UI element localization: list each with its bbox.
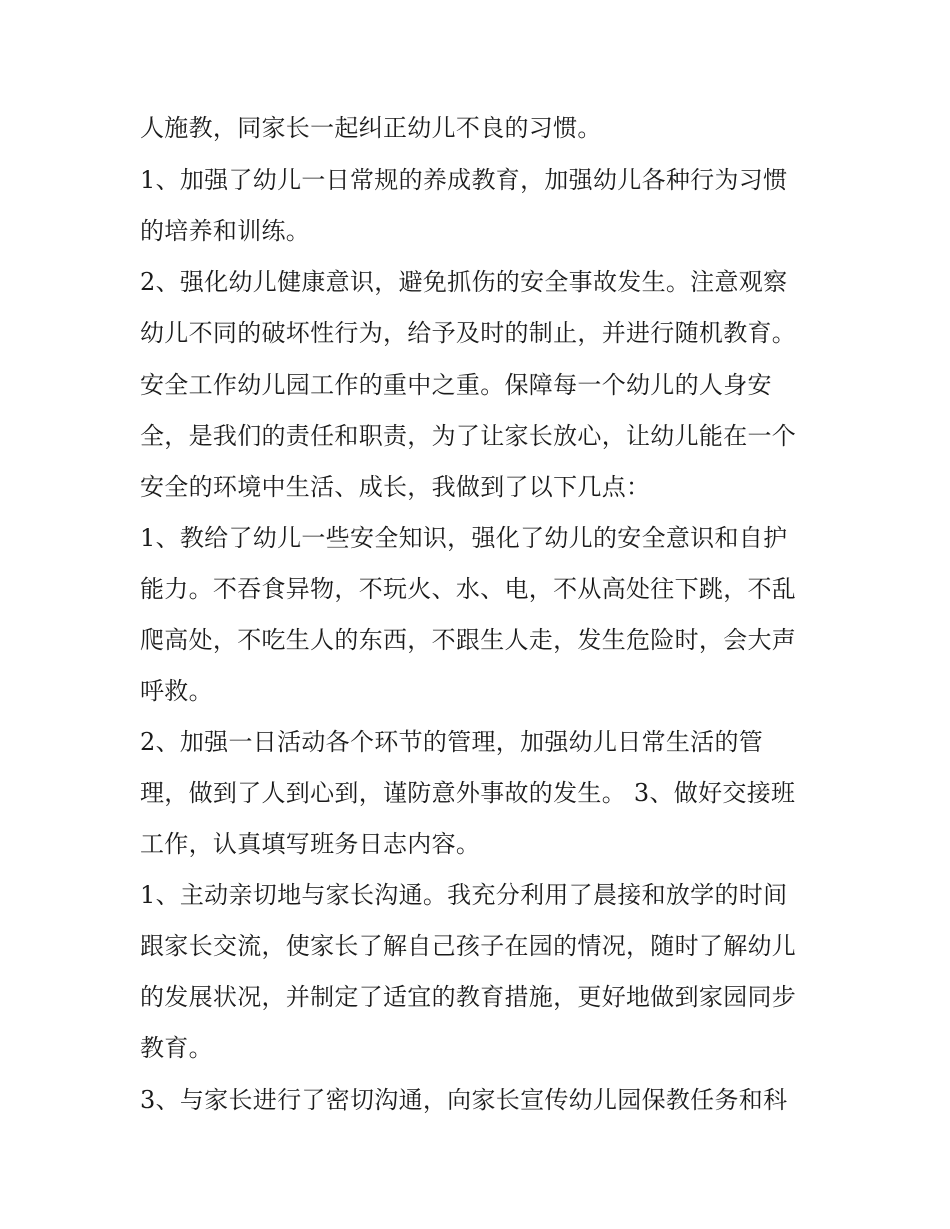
text-line: 跟家长交流，使家长了解自己孩子在园的情况，随时了解幼儿 [140,932,797,960]
text-line: 1、教给了幼儿一些安全知识，强化了幼儿的安全意识和自护 [140,524,788,552]
text-line: 全，是我们的责任和职责，为了让家长放心，让幼儿能在一个 [140,422,797,450]
text-line: 安全的环境中生活、成长，我做到了以下几点： [140,473,651,501]
text-line: 1、加强了幼儿一日常规的养成教育，加强幼儿各种行为习惯 [140,166,788,194]
text-line: 能力。不吞食异物，不玩火、水、电，不从高处往下跳，不乱 [140,575,797,603]
text-line: 1、主动亲切地与家长沟通。我充分利用了晨接和放学的时间 [140,881,788,909]
text-line: 人施教，同家长一起纠正幼儿不良的习惯。 [140,114,602,142]
text-line: 理，做到了人到心到，谨防意外事故的发生。 3、做好交接班 [140,779,796,807]
text-line: 幼儿不同的破坏性行为，给予及时的制止，并进行随机教育。 [140,319,797,347]
text-line: 3、与家长进行了密切沟通，向家长宣传幼儿园保教任务和科 [140,1086,788,1114]
text-line: 工作，认真填写班务日志内容。 [140,830,481,858]
text-line: 爬高处，不吃生人的东西，不跟生人走，发生危险时，会大声 [140,626,797,654]
text-line: 2、加强一日活动各个环节的管理，加强幼儿日常生活的管 [140,728,764,756]
text-line: 2、强化幼儿健康意识，避免抓伤的安全事故发生。注意观察 [140,268,788,296]
text-line: 教育。 [140,1034,213,1062]
text-line: 呼救。 [140,677,213,705]
text-line: 的发展状况，并制定了适宜的教育措施，更好地做到家园同步 [140,983,797,1011]
text-line: 的培养和训练。 [140,217,311,245]
text-line: 安全工作幼儿园工作的重中之重。保障每一个幼儿的人身安 [140,371,772,399]
